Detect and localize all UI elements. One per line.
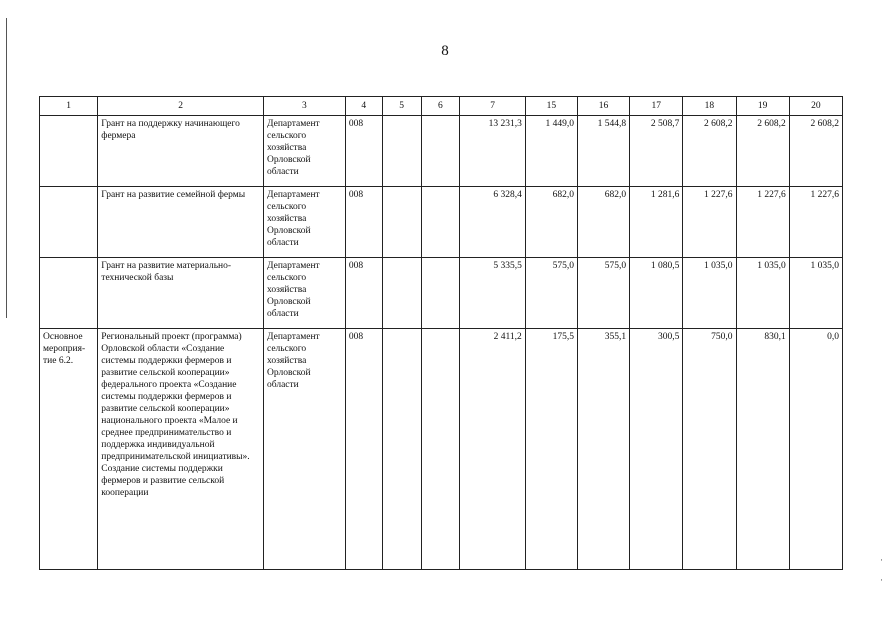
- cell-name: Грант на развитие семейной фермы: [98, 187, 264, 258]
- cell-code: 008: [345, 258, 382, 329]
- cell-total: 5 335,5: [460, 258, 525, 329]
- page-number: 8: [441, 43, 449, 59]
- header-cell: 17: [630, 97, 683, 116]
- cell-name: Грант на развитие материально-технической базы: [98, 258, 264, 329]
- cell-year: 1 227,6: [683, 187, 736, 258]
- cell-year: 575,0: [577, 258, 629, 329]
- cell-year: 1 035,0: [736, 258, 789, 329]
- cell-col5: [382, 116, 421, 187]
- cell-year: 682,0: [577, 187, 629, 258]
- cell-code: 008: [345, 116, 382, 187]
- cell-event: [40, 187, 98, 258]
- header-cell: 1: [40, 97, 98, 116]
- cell-executor: Департамент сельского хозяйства Орловской области: [264, 258, 346, 329]
- cell-year: 1 080,5: [630, 258, 683, 329]
- table-row: [40, 116, 843, 187]
- cell-event: Основное мероприя-тие 6.2.: [40, 329, 98, 570]
- cell-col6: [421, 187, 460, 258]
- cell-executor: Департамент сельского хозяйства Орловской области: [264, 329, 346, 570]
- cell-year: 175,5: [525, 329, 577, 570]
- cell-year: 1 281,6: [630, 187, 683, 258]
- header-cell: 15: [525, 97, 577, 116]
- table-row: [40, 187, 843, 258]
- cell-year: 1 035,0: [789, 258, 842, 329]
- cell-event: [40, 258, 98, 329]
- cell-name: [98, 329, 264, 570]
- cell-year: 1 544,8: [577, 116, 629, 187]
- cell-year: 1 227,6: [736, 187, 789, 258]
- cell-col6: [421, 116, 460, 187]
- header-cell: 7: [460, 97, 525, 116]
- cell-total: 2 411,2: [460, 329, 525, 570]
- cell-code: 008: [345, 329, 382, 570]
- cell-year: 2 608,2: [736, 116, 789, 187]
- table-row: [40, 258, 843, 329]
- cell-year: 750,0: [683, 329, 736, 570]
- header-cell: 2: [98, 97, 264, 116]
- cell-year: 1 449,0: [525, 116, 577, 187]
- cell-col5: [382, 329, 421, 570]
- project-goal: Создание системы поддержки фермеров и развитие сельской кооперации: [101, 464, 225, 498]
- table-header-row: [40, 97, 843, 116]
- cell-col5: [382, 187, 421, 258]
- left-margin-rule: [6, 18, 7, 318]
- cell-year: 2 608,2: [789, 116, 842, 187]
- cell-year: 830,1: [736, 329, 789, 570]
- header-cell: 6: [421, 97, 460, 116]
- budget-table: [39, 96, 843, 570]
- cell-executor: Департамент сельского хозяйства Орловской области: [264, 116, 346, 187]
- header-cell: 20: [789, 97, 842, 116]
- cell-col6: [421, 329, 460, 570]
- header-cell: 16: [577, 97, 629, 116]
- project-description: Региональный проект (программа) Орловской области «Создание системы поддержки фермеров и развитие сельской кооперации» федерального проекта «Создание системы поддержки фермеров и развитие сельской кооперации» национального проекта «Малое и среднее предпринимательство и поддержка индивидуальной предпринимательской инициативы».: [101, 332, 250, 462]
- cell-year: 1 227,6: [789, 187, 842, 258]
- header-cell: 19: [736, 97, 789, 116]
- header-cell: 18: [683, 97, 736, 116]
- table-row: [40, 329, 843, 570]
- cell-col6: [421, 258, 460, 329]
- header-cell: 5: [382, 97, 421, 116]
- header-cell: 3: [264, 97, 346, 116]
- header-cell: 4: [345, 97, 382, 116]
- cell-year: 0,0: [789, 329, 842, 570]
- cell-year: 682,0: [525, 187, 577, 258]
- cell-total: 6 328,4: [460, 187, 525, 258]
- cell-code: 008: [345, 187, 382, 258]
- cell-event: [40, 116, 98, 187]
- cell-year: 575,0: [525, 258, 577, 329]
- cell-executor: Департамент сельского хозяйства Орловской области: [264, 187, 346, 258]
- cell-year: 2 508,7: [630, 116, 683, 187]
- cell-year: 2 608,2: [683, 116, 736, 187]
- scan-mark: ·: [880, 555, 883, 565]
- cell-name: Грант на поддержку начинающего фермера: [98, 116, 264, 187]
- cell-year: 355,1: [577, 329, 629, 570]
- cell-total: 13 231,3: [460, 116, 525, 187]
- scan-mark: ·: [880, 575, 883, 585]
- cell-year: 1 035,0: [683, 258, 736, 329]
- cell-year: 300,5: [630, 329, 683, 570]
- cell-col5: [382, 258, 421, 329]
